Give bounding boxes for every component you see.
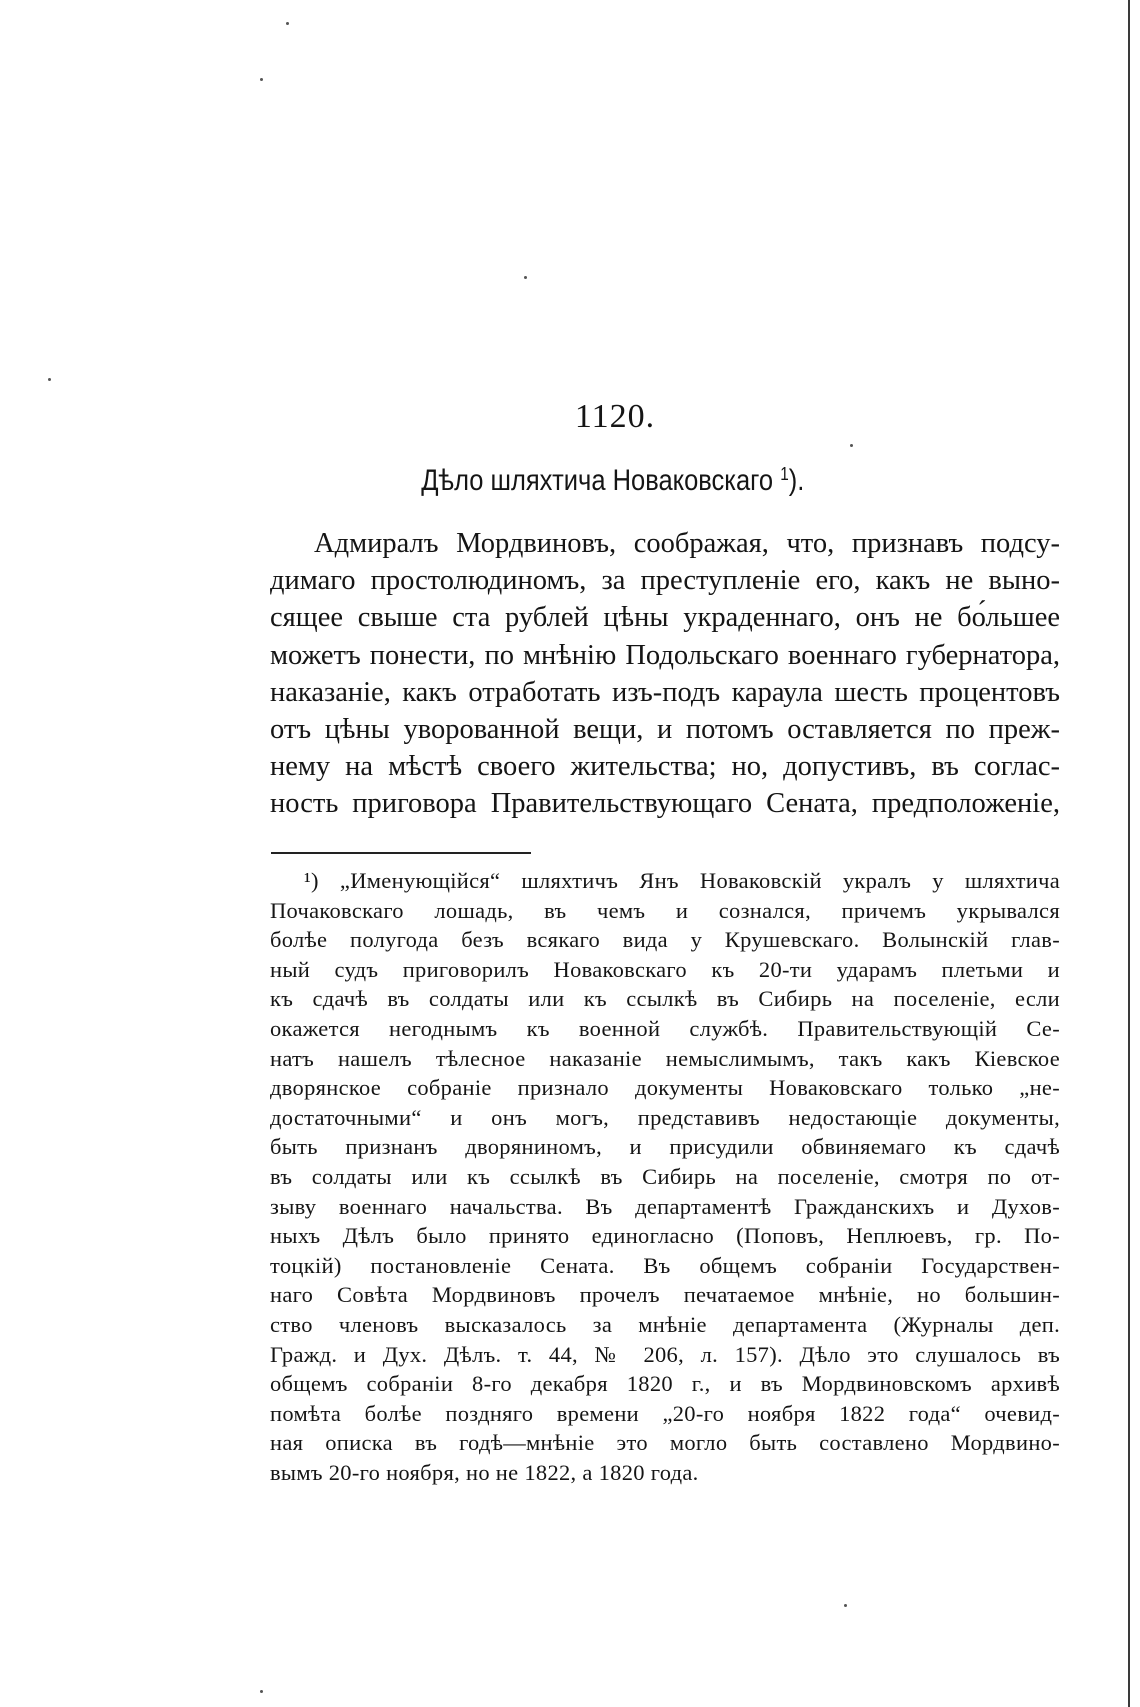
scan-speck — [844, 1604, 847, 1607]
body-line: наказаніе, какъ отработать изъ-подъ караула шесть процентовъ — [270, 676, 1060, 708]
footnote-line: Почаковскаго лошадь, въ чемъ и сознался, причемъ укрывался — [270, 897, 1060, 923]
scan-speck — [850, 444, 853, 447]
footnote-line: вымъ 20-го ноября, но не 1822, а 1820 года. — [270, 1459, 699, 1485]
footnote-line: общемъ собраніи 8-го декабря 1820 г., и въ Мордвиновскомъ архивѣ — [270, 1371, 1060, 1397]
scan-speck — [260, 78, 263, 81]
footnote-line: къ сдачѣ въ солдаты или къ ссылкѣ въ Сибирь на поселеніе, если — [270, 986, 1060, 1012]
footnote-line: болѣе полугода безъ всякаго вида у Крушевскаго. Волынскій глав- — [270, 927, 1060, 953]
footnote-line: достаточными“ и онъ могъ, представивъ недостающіе документы, — [270, 1104, 1060, 1130]
footnote-reference: 1 — [780, 464, 789, 484]
footnote-line: ныхъ Дѣлъ было принято единогласно (Поповъ, Неплюевъ, гр. По- — [270, 1223, 1060, 1249]
footnote-line: зыву военнаго начальства. Въ департаментѣ Гражданскихъ и Духов- — [270, 1193, 1060, 1219]
footnote-line: быть признанъ дворяниномъ, и присудили обвиняемаго къ сдачѣ — [270, 1134, 1060, 1160]
body-line: отъ цѣны уворованной вещи, и потомъ оставляется по преж- — [270, 714, 1060, 746]
main-paragraph — [270, 525, 1060, 823]
footnote — [270, 866, 1060, 1487]
footnote-line: ный судъ приговорилъ Новаковскаго къ 20-ти ударамъ плетьми и — [270, 956, 1060, 982]
footnote-line: Гражд. и Дух. Дѣлъ. т. 44, № 206, л. 157). Дѣло это слушалось въ — [270, 1341, 1060, 1367]
footnote-line: натъ нашелъ тѣлесное наказаніе немыслимымъ, такъ какъ Кіевское — [270, 1045, 1060, 1071]
body-line: димаго простолюдиномъ, за преступленіе его, какъ не выно- — [270, 565, 1060, 597]
footnote-line: тоцкій) постановленіе Сената. Въ общемъ собраніи Государствен- — [270, 1252, 1060, 1278]
footnote-line: дворянское собраніе признало документы Новаковскаго только „не- — [270, 1075, 1060, 1101]
scan-speck — [524, 276, 527, 279]
footnote-divider — [271, 852, 531, 854]
body-line: Адмиралъ Мордвиновъ, соображая, что, признавъ подсу- — [314, 528, 1060, 559]
footnote-line: въ солдаты или къ ссылкѣ въ Сибирь на поселеніе, смотря по от- — [270, 1163, 1060, 1189]
body-line: можетъ понести, по мнѣнію Подольскаго военнаго губернатора, — [270, 639, 1060, 671]
scan-right-edge — [1128, 0, 1130, 1707]
footnote-line: помѣта болѣе поздняго времени „20-го ноября 1822 года“ очевид- — [270, 1400, 1060, 1426]
footnote-line: окажется негоднымъ къ военной службѣ. Правительствующій Се- — [270, 1015, 1060, 1041]
scan-speck — [286, 22, 289, 25]
footnote-line: ¹) „Именующійся“ шляхтичъ Янъ Новаковскій укралъ у шляхтича — [304, 868, 1060, 893]
footnote-line: ство членовъ высказалось за мнѣніе департамента (Журналы деп. — [270, 1311, 1060, 1337]
document-title-close: ). — [788, 464, 805, 497]
scan-speck — [48, 378, 51, 381]
body-line: ность приговора Правительствующаго Сената, предположеніе, — [270, 788, 1060, 820]
body-line: сящее свыше ста рублей цѣны украденнаго, онъ не бо́льшее — [270, 602, 1060, 634]
footnote-line: ная описка въ годѣ—мнѣніе это могло быть составлено Мордвино- — [270, 1430, 1060, 1456]
scan-speck — [260, 1690, 263, 1693]
footnote-line: наго Совѣта Мордвиновъ прочелъ печатаемое мнѣніе, но большин- — [270, 1282, 1060, 1308]
document-title-text: Дѣло шляхтича Новаковскаго — [421, 464, 774, 497]
document-title — [90, 464, 1059, 498]
body-line: нему на мѣстѣ своего жительства; но, допустивъ, въ соглас- — [270, 751, 1060, 783]
document-number: 1120. — [574, 398, 656, 435]
